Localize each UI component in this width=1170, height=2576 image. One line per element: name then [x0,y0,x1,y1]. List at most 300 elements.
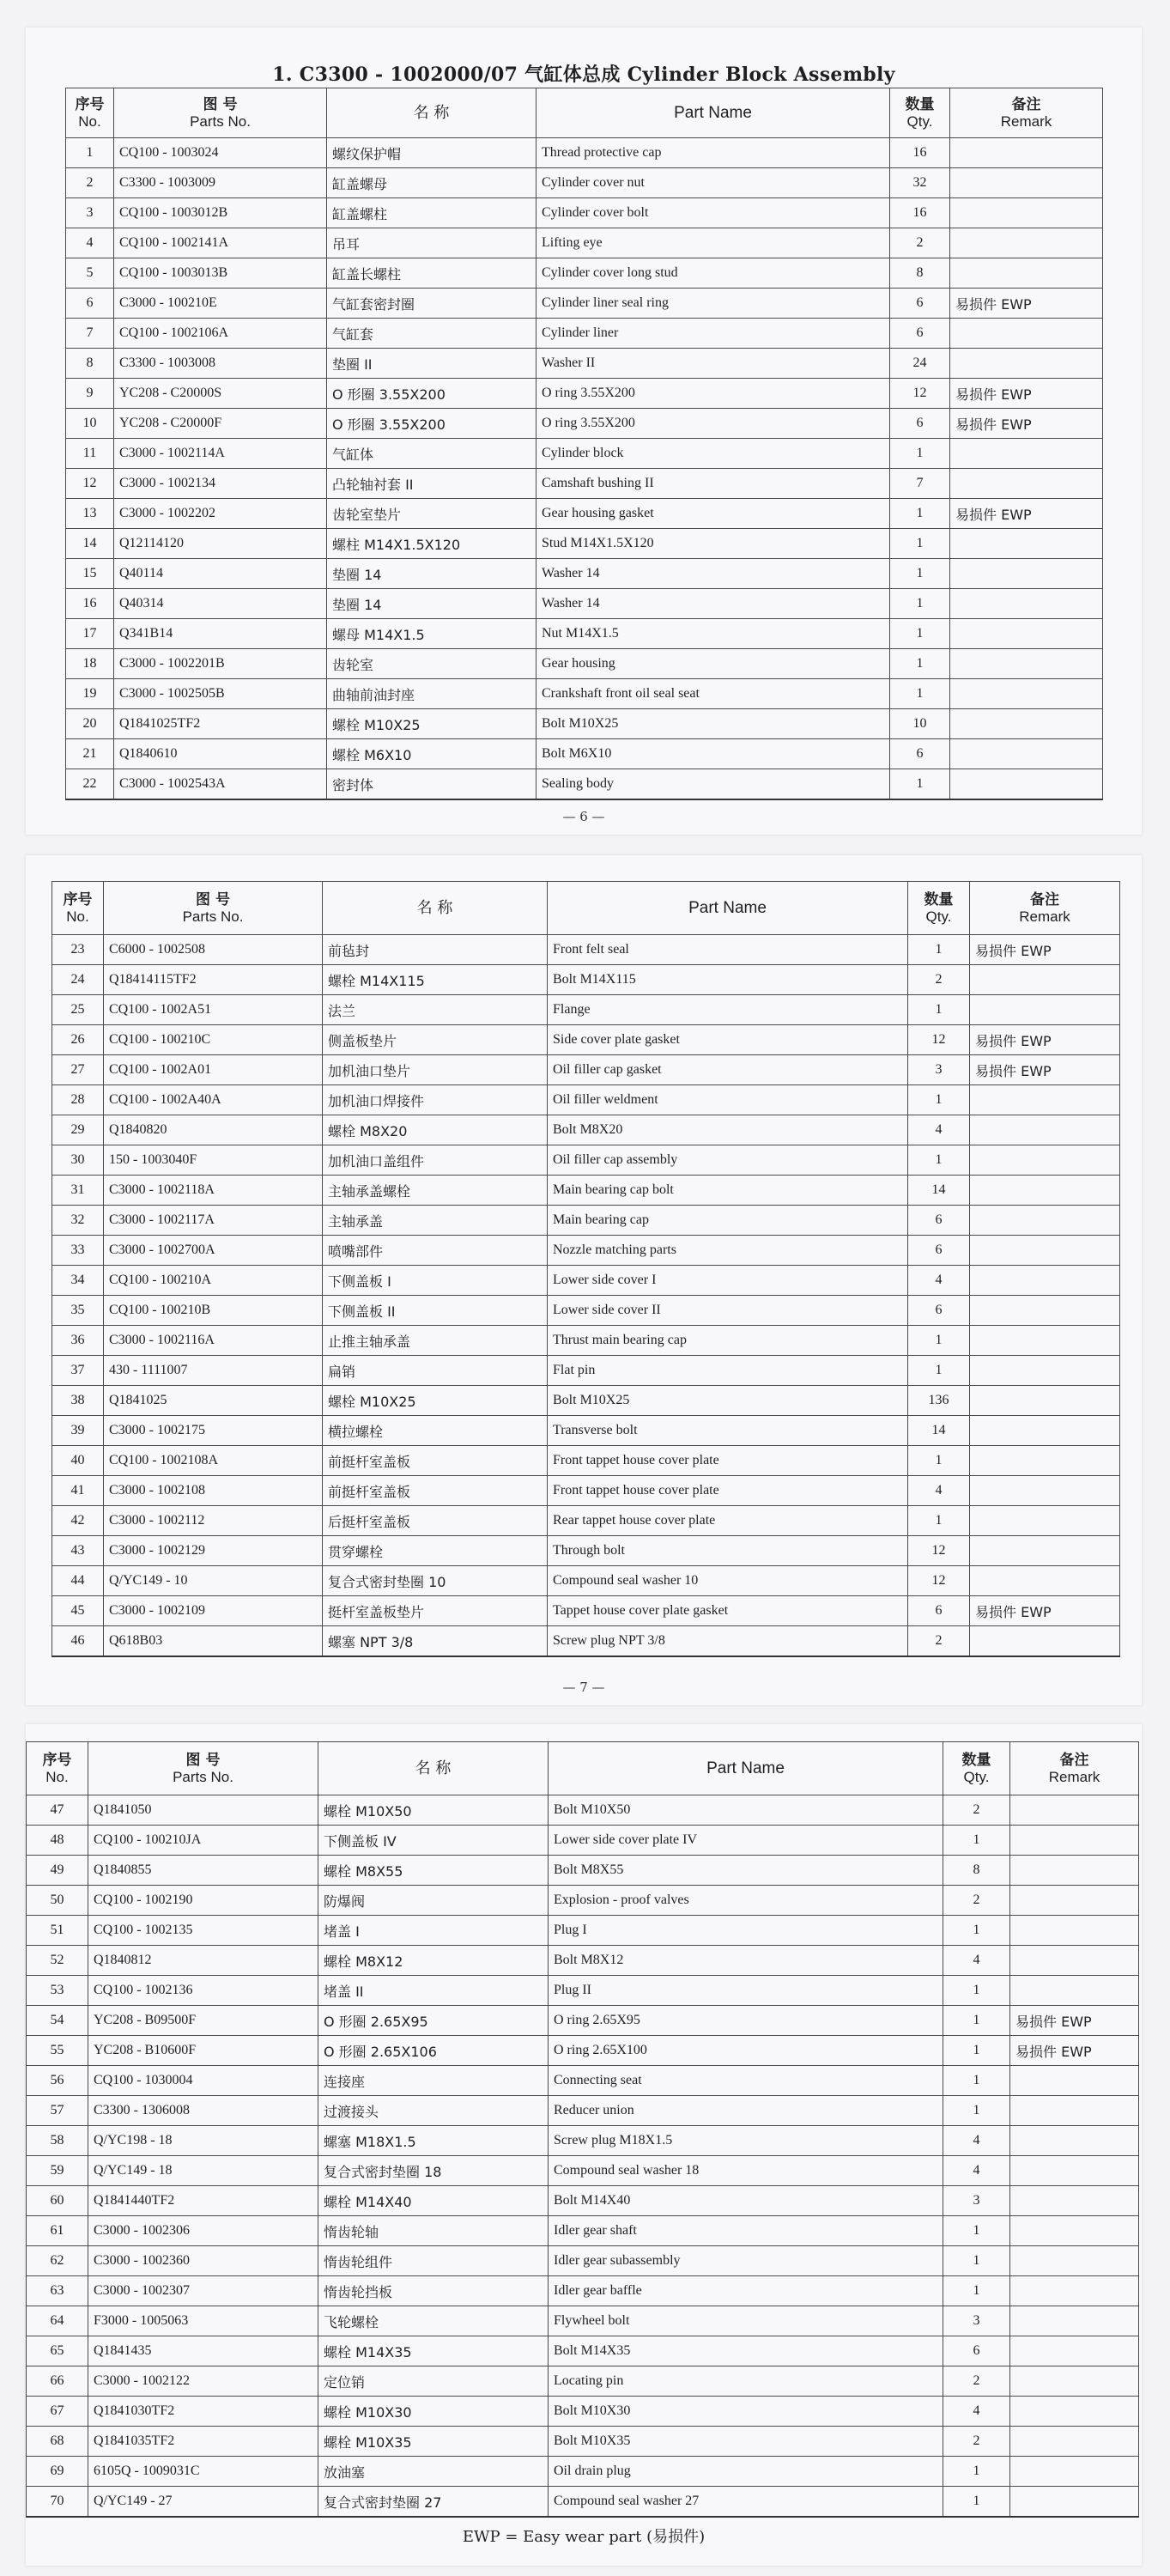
remark [970,1145,1120,1176]
part-name-en: Thrust main bearing cap [548,1326,908,1356]
table-row [52,1386,1120,1416]
quantity: 4 [908,1115,970,1145]
row-number: 65 [27,2336,88,2366]
part-name-en: Flat pin [548,1356,908,1386]
quantity: 6 [943,2336,1010,2366]
table-row [66,709,1103,739]
quantity: 1 [943,2276,1010,2306]
part-name-en: Locating pin [549,2366,943,2397]
remark: 易损件 EWP [950,409,1103,439]
part-name-cn: 扁销 [323,1356,548,1386]
remark [970,1626,1120,1657]
table-header [27,1742,1139,1795]
quantity: 12 [908,1536,970,1566]
part-name-cn: 前挺杆室盖板 [323,1446,548,1476]
part-name-en: Crankshaft front oil seal seat [537,679,890,709]
quantity: 6 [908,1236,970,1266]
part-code: C3000 - 1002505B [114,679,327,709]
part-code: C3000 - 100210E [114,289,327,319]
col-header-parts-no: 图 号 Parts No. [88,1742,318,1795]
row-number: 64 [27,2306,88,2336]
row-number: 41 [52,1476,104,1506]
part-name-cn: 复合式密封垫圈 10 [323,1566,548,1596]
part-name-en: Oil filler weldment [548,1085,908,1115]
part-name-cn: 气缸体 [327,439,537,469]
part-code: CQ100 - 1002A01 [104,1055,323,1085]
part-name-en: Cylinder block [537,439,890,469]
remark [970,1416,1120,1446]
quantity: 1 [943,2096,1010,2126]
quantity: 1 [908,1145,970,1176]
part-name-cn: 侧盖板垫片 [323,1025,548,1055]
quantity: 10 [890,709,950,739]
remark [970,1386,1120,1416]
quantity: 6 [890,739,950,769]
quantity: 6 [890,409,950,439]
remark [970,1446,1120,1476]
table-row [27,2066,1139,2096]
remark [950,649,1103,679]
row-number: 20 [66,709,114,739]
part-code: C3000 - 1002129 [104,1536,323,1566]
part-code: C3000 - 1002700A [104,1236,323,1266]
col-header-qty: 数量 Qty. [943,1742,1010,1795]
part-code: C3000 - 1002134 [114,469,327,499]
quantity: 4 [943,2397,1010,2427]
table-row [27,2457,1139,2487]
part-name-en: Cylinder cover bolt [537,198,890,228]
part-name-en: Bolt M14X115 [548,965,908,995]
table-row [27,2006,1139,2036]
quantity: 4 [908,1476,970,1506]
table-row [52,965,1120,995]
part-name-cn: 惰齿轮组件 [318,2246,549,2276]
table-row [27,2246,1139,2276]
table-row [52,1626,1120,1657]
quantity: 1 [890,649,950,679]
col-header-parts-no: 图 号 Parts No. [114,88,327,138]
remark [950,349,1103,379]
remark [950,559,1103,589]
table-row [27,2306,1139,2336]
remark [970,1176,1120,1206]
part-name-en: Tappet house cover plate gasket [548,1596,908,1626]
remark [970,1566,1120,1596]
remark [1010,2457,1139,2487]
row-number: 13 [66,499,114,529]
col-header-no: 序号 No. [27,1742,88,1795]
quantity: 2 [908,965,970,995]
table-row [52,1236,1120,1266]
remark [1010,1826,1139,1856]
table-row [66,349,1103,379]
part-name-en: Screw plug NPT 3/8 [548,1626,908,1657]
row-number: 15 [66,559,114,589]
quantity: 16 [890,138,950,168]
part-name-cn: 挺杆室盖板垫片 [323,1596,548,1626]
row-number: 11 [66,439,114,469]
quantity: 1 [943,1976,1010,2006]
remark [1010,1886,1139,1916]
table-row [66,258,1103,289]
table-row [27,1826,1139,1856]
table-row [52,1416,1120,1446]
remark [970,1206,1120,1236]
row-number: 51 [27,1916,88,1946]
table-row [52,1266,1120,1296]
part-code: CQ100 - 1002106A [114,319,327,349]
table-row [27,2487,1139,2518]
part-name-en: Oil filler cap assembly [548,1145,908,1176]
remark [970,1356,1120,1386]
part-code: Q18414115TF2 [104,965,323,995]
part-name-en: Oil drain plug [549,2457,943,2487]
remark [1010,2276,1139,2306]
quantity: 1 [943,2457,1010,2487]
part-name-en: Reducer union [549,2096,943,2126]
quantity: 2 [908,1626,970,1657]
col-header-name-cn: 名 称 [323,882,548,935]
part-code: Q1841050 [88,1795,318,1826]
part-name-en: Gear housing [537,649,890,679]
quantity: 7 [890,469,950,499]
quantity: 6 [908,1596,970,1626]
row-number: 19 [66,679,114,709]
part-name-cn: 复合式密封垫圈 18 [318,2156,549,2186]
col-header-part-name: Part Name [548,882,908,935]
row-number: 40 [52,1446,104,1476]
part-name-cn: O 形圈 3.55X200 [327,379,537,409]
quantity: 1 [943,2487,1010,2518]
remark: 易损件 EWP [950,379,1103,409]
table-row [66,589,1103,619]
part-name-cn: 堵盖 II [318,1976,549,2006]
remark [1010,2066,1139,2096]
col-header-qty: 数量 Qty. [890,88,950,138]
row-number: 22 [66,769,114,800]
remark [950,679,1103,709]
remark [1010,2397,1139,2427]
part-name-cn: 垫圈 14 [327,589,537,619]
part-name-en: Cylinder cover nut [537,168,890,198]
table-row [66,228,1103,258]
part-name-en: Bolt M10X30 [549,2397,943,2427]
part-code: C3000 - 1002114A [114,439,327,469]
part-name-cn: 螺柱 M14X1.5X120 [327,529,537,559]
part-name-cn: 缸盖螺柱 [327,198,537,228]
remark [1010,1916,1139,1946]
row-number: 1 [66,138,114,168]
part-name-cn: 下侧盖板 I [323,1266,548,1296]
col-header-remark: 备注 Remark [970,882,1120,935]
part-name-en: Through bolt [548,1536,908,1566]
part-code: C6000 - 1002508 [104,935,323,965]
col-header-no: 序号 No. [52,882,104,935]
part-code: CQ100 - 1002135 [88,1916,318,1946]
part-code: CQ100 - 1002A40A [104,1085,323,1115]
part-name-en: Cylinder cover long stud [537,258,890,289]
part-code: CQ100 - 1030004 [88,2066,318,2096]
part-code: C3000 - 1002108 [104,1476,323,1506]
part-name-en: O ring 2.65X95 [549,2006,943,2036]
part-name-en: Cylinder liner [537,319,890,349]
table-row [52,1176,1120,1206]
table-row [27,2336,1139,2366]
quantity: 1 [890,769,950,800]
part-name-en: O ring 3.55X200 [537,379,890,409]
row-number: 6 [66,289,114,319]
row-number: 69 [27,2457,88,2487]
part-name-cn: 螺栓 M10X35 [318,2427,549,2457]
remark [950,589,1103,619]
quantity: 1 [890,529,950,559]
part-name-cn: 螺栓 M14X35 [318,2336,549,2366]
quantity: 4 [908,1266,970,1296]
row-number: 35 [52,1296,104,1326]
quantity: 2 [943,1886,1010,1916]
part-name-en: Bolt M6X10 [537,739,890,769]
part-name-cn: 螺栓 M10X25 [323,1386,548,1416]
table-row [52,1596,1120,1626]
table-row [66,198,1103,228]
part-code: Q1841030TF2 [88,2397,318,2427]
row-number: 9 [66,379,114,409]
part-code: Q1841025TF2 [114,709,327,739]
table-row [52,1536,1120,1566]
quantity: 1 [908,995,970,1025]
part-name-en: Compound seal washer 10 [548,1566,908,1596]
part-name-cn: 贯穿螺栓 [323,1536,548,1566]
part-name-en: Lower side cover I [548,1266,908,1296]
page-number: — 7 — [562,1680,605,1695]
part-code: Q1840812 [88,1946,318,1976]
part-name-en: Oil filler cap gasket [548,1055,908,1085]
row-number: 36 [52,1326,104,1356]
col-header-remark: 备注 Remark [1010,1742,1139,1795]
remark [1010,2216,1139,2246]
remark [1010,2126,1139,2156]
part-name-en: Bolt M14X40 [549,2186,943,2216]
part-name-en: Bolt M14X35 [549,2336,943,2366]
part-name-en: Stud M14X1.5X120 [537,529,890,559]
part-code: CQ100 - 100210JA [88,1826,318,1856]
row-number: 34 [52,1266,104,1296]
table-row [66,409,1103,439]
part-name-en: Flange [548,995,908,1025]
row-number: 24 [52,965,104,995]
part-name-cn: 螺栓 M10X25 [327,709,537,739]
row-number: 42 [52,1506,104,1536]
quantity: 4 [943,1946,1010,1976]
part-code: C3000 - 1002307 [88,2276,318,2306]
table-row [27,2186,1139,2216]
table-row [66,499,1103,529]
table-row [52,1025,1120,1055]
row-number: 16 [66,589,114,619]
remark [970,965,1120,995]
row-number: 30 [52,1145,104,1176]
part-name-en: O ring 2.65X100 [549,2036,943,2066]
page-sheet-2 [26,855,1142,1705]
part-name-en: Nut M14X1.5 [537,619,890,649]
remark [950,709,1103,739]
table-row [66,559,1103,589]
row-number: 46 [52,1626,104,1657]
part-name-cn: 垫圈 II [327,349,537,379]
table-row [52,1356,1120,1386]
part-name-cn: 缸盖长螺柱 [327,258,537,289]
quantity: 3 [943,2186,1010,2216]
part-code: C3000 - 1002117A [104,1206,323,1236]
part-code: Q12114120 [114,529,327,559]
table-row [66,619,1103,649]
part-name-cn: O 形圈 3.55X200 [327,409,537,439]
remark [950,258,1103,289]
part-name-cn: 防爆阀 [318,1886,549,1916]
part-name-en: Nozzle matching parts [548,1236,908,1266]
part-name-en: Bolt M10X50 [549,1795,943,1826]
table-row [66,319,1103,349]
part-name-cn: 曲轴前油封座 [327,679,537,709]
remark: 易损件 EWP [1010,2006,1139,2036]
part-name-cn: 螺栓 M8X55 [318,1856,549,1886]
table-row [52,1476,1120,1506]
table-row [66,769,1103,800]
part-name-cn: 过渡接头 [318,2096,549,2126]
row-number: 58 [27,2126,88,2156]
part-name-en: Screw plug M18X1.5 [549,2126,943,2156]
part-code: C3000 - 1002202 [114,499,327,529]
quantity: 4 [943,2126,1010,2156]
part-code: C3000 - 1002543A [114,769,327,800]
remark [1010,2096,1139,2126]
row-number: 55 [27,2036,88,2066]
quantity: 8 [890,258,950,289]
table-row [52,1055,1120,1085]
col-header-no: 序号 No. [66,88,114,138]
row-number: 18 [66,649,114,679]
part-name-cn: 横拉螺栓 [323,1416,548,1446]
row-number: 31 [52,1176,104,1206]
quantity: 14 [908,1176,970,1206]
row-number: 67 [27,2397,88,2427]
remark [1010,1946,1139,1976]
footer-note: EWP = Easy wear part (易损件) [462,2528,706,2546]
row-number: 23 [52,935,104,965]
page-number: — 6 — [562,809,605,824]
part-name-cn: 螺栓 M8X20 [323,1115,548,1145]
part-name-cn: 主轴承盖螺栓 [323,1176,548,1206]
page-sheet-3 [26,1724,1142,2566]
table-row [66,649,1103,679]
row-number: 29 [52,1115,104,1145]
quantity: 1 [890,559,950,589]
part-name-cn: 加机油口垫片 [323,1055,548,1085]
part-name-cn: 连接座 [318,2066,549,2096]
part-code: CQ100 - 1003012B [114,198,327,228]
table-row [52,1115,1120,1145]
part-code: C3000 - 1002175 [104,1416,323,1446]
row-number: 12 [66,469,114,499]
table-row [66,739,1103,769]
quantity: 1 [890,499,950,529]
part-name-cn: 螺塞 NPT 3/8 [323,1626,548,1657]
part-code: YC208 - B10600F [88,2036,318,2066]
quantity: 1 [943,1826,1010,1856]
table-row [52,935,1120,965]
table-row [27,2096,1139,2126]
part-code: Q/YC198 - 18 [88,2126,318,2156]
part-code: Q40114 [114,559,327,589]
row-number: 39 [52,1416,104,1446]
row-number: 32 [52,1206,104,1236]
part-name-en: Transverse bolt [548,1416,908,1446]
remark [970,1536,1120,1566]
row-number: 14 [66,529,114,559]
row-number: 5 [66,258,114,289]
part-code: 6105Q - 1009031C [88,2457,318,2487]
remark [950,228,1103,258]
table-row [52,1566,1120,1596]
part-name-cn: 加机油口焊接件 [323,1085,548,1115]
part-name-cn: 喷嘴部件 [323,1236,548,1266]
remark [1010,2336,1139,2366]
remark [950,138,1103,168]
table-body [27,1795,1139,2518]
remark [1010,1795,1139,1826]
quantity: 2 [943,2427,1010,2457]
part-name-en: Bolt M8X20 [548,1115,908,1145]
part-name-cn: 堵盖 I [318,1916,549,1946]
quantity: 24 [890,349,950,379]
part-code: CQ100 - 100210B [104,1296,323,1326]
part-code: Q1841435 [88,2336,318,2366]
part-name-cn: 齿轮室 [327,649,537,679]
part-code: C3000 - 1002306 [88,2216,318,2246]
remark: 易损件 EWP [970,1596,1120,1626]
part-name-en: Connecting seat [549,2066,943,2096]
part-name-en: O ring 3.55X200 [537,409,890,439]
part-code: 430 - 1111007 [104,1356,323,1386]
part-name-en: Rear tappet house cover plate [548,1506,908,1536]
table-body [66,138,1103,800]
part-code: YC208 - C20000F [114,409,327,439]
part-name-cn: 下侧盖板 IV [318,1826,549,1856]
table-row [27,1795,1139,1826]
quantity: 2 [943,1795,1010,1826]
row-number: 68 [27,2427,88,2457]
row-number: 43 [52,1536,104,1566]
part-name-en: Main bearing cap bolt [548,1176,908,1206]
quantity: 1 [890,619,950,649]
part-name-cn: O 形圈 2.65X95 [318,2006,549,2036]
remark [1010,2366,1139,2397]
part-name-cn: 定位销 [318,2366,549,2397]
part-name-cn: 止推主轴承盖 [323,1326,548,1356]
table-row [27,2427,1139,2457]
part-name-en: Sealing body [537,769,890,800]
part-code: Q1840820 [104,1115,323,1145]
part-name-en: Side cover plate gasket [548,1025,908,1055]
part-name-en: Bolt M10X25 [537,709,890,739]
part-code: Q1840610 [114,739,327,769]
part-name-en: Cylinder liner seal ring [537,289,890,319]
row-number: 8 [66,349,114,379]
part-name-cn: 垫圈 14 [327,559,537,589]
row-number: 38 [52,1386,104,1416]
remark [1010,2156,1139,2186]
part-code: C3000 - 1002360 [88,2246,318,2276]
